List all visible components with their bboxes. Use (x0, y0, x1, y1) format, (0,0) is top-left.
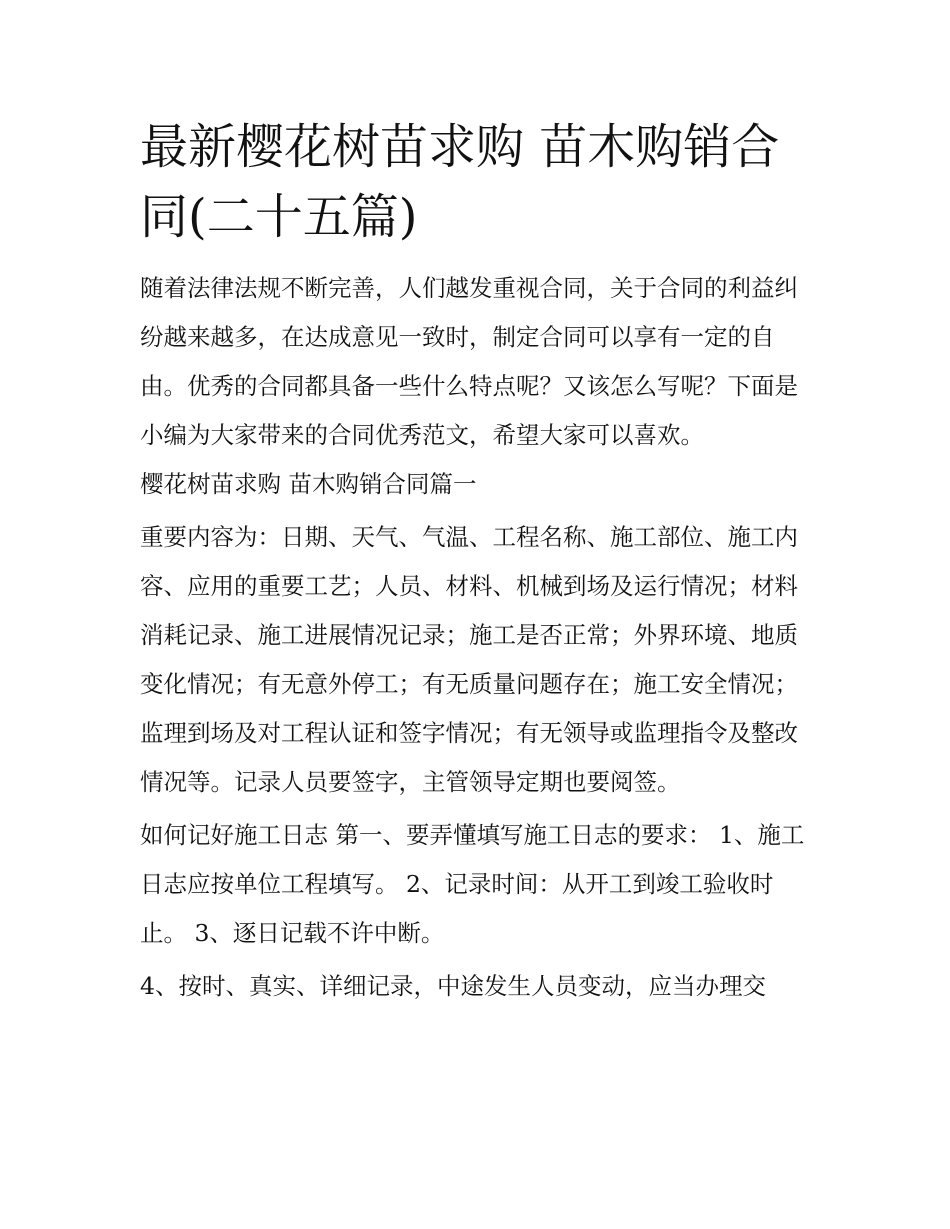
content-paragraph: 如何记好施工日志 第一、要弄懂填写施工日志的要求： 1、施工日志应按单位工程填写。 2、记录时间：从开工到竣工验收时止。 3、逐日记载不许中断。 (140, 821, 805, 947)
content-paragraph: 4、按时、真实、详细记录，中途发生人员变动，应当办理交 (140, 972, 766, 1000)
content-paragraph: 重要内容为：日期、天气、气温、工程名称、施工部位、施工内容、应用的重要工艺；人员、材料、机械到场及运行情况；材料消耗记录、施工进展情况记录；施工是否正常；外界环境、地质变化情况；有无意外停工；有无质量问题存在；施工安全情况；监理到场及对工程认证和签字情况；有无领导或监理指令及整改情况等。记录人员要签字，主管领导定期也要阅签。 (140, 523, 798, 796)
intro-paragraph: 随着法律法规不断完善，人们越发重视合同，关于合同的利益纠纷越来越多，在达成意见一致时，制定合同可以享有一定的自由。优秀的合同都具备一些什么特点呢？又该怎么写呢？下面是小编为大家带来的合同优秀范文，希望大家可以喜欢。 (140, 274, 798, 449)
document-body (140, 112, 812, 1011)
section-heading: 樱花树苗求购 苗木购销合同篇一 (140, 470, 477, 498)
document-title: 最新樱花树苗求购 苗木购销合同(二十五篇) (140, 119, 780, 245)
